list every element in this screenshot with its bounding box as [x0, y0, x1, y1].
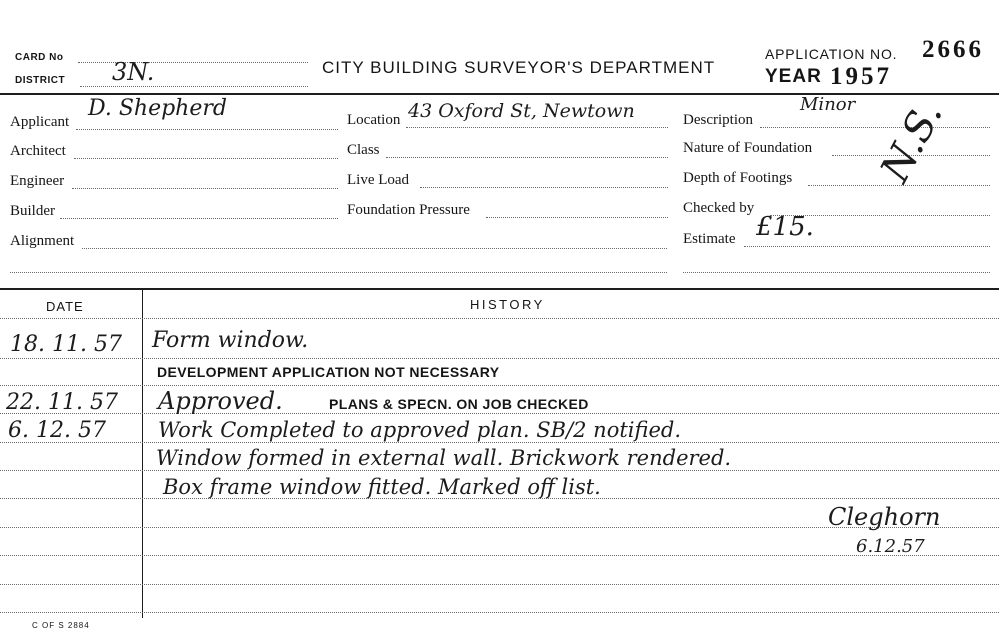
ruled-line [0, 442, 999, 443]
form-code: C OF S 2884 [32, 621, 90, 630]
date-header: DATE [46, 299, 84, 314]
location-label: Location [347, 112, 401, 128]
ruled-line [0, 470, 999, 471]
description-value: Minor [800, 94, 856, 115]
applicant-line [76, 129, 338, 130]
application-no-value: 2666 [922, 36, 984, 63]
history-entry-stamp: PLANS & SPECN. ON JOB CHECKED [329, 396, 589, 412]
live-load-label: Live Load [347, 172, 410, 188]
ruled-line [0, 358, 999, 359]
blank-line-right [683, 272, 990, 273]
location-line [406, 127, 668, 128]
estimate-label: Estimate [683, 231, 736, 247]
history-header-line [0, 318, 999, 319]
estimate-line [744, 246, 990, 247]
history-header: HISTORY [470, 297, 545, 312]
department-title: CITY BUILDING SURVEYOR'S DEPARTMENT [322, 58, 716, 77]
history-entry-text: Box frame window fitted. Marked off list. [163, 475, 601, 499]
foundation-pressure-label: Foundation Pressure [347, 202, 470, 218]
district-label: DISTRICT [15, 75, 66, 86]
card-no-label: CARD No [15, 52, 64, 63]
location-value: 43 Oxford St, Newtown [408, 100, 635, 122]
applicant-value: D. Shepherd [88, 96, 227, 121]
depth-of-footings-label: Depth of Footings [683, 170, 793, 186]
ruled-line [0, 612, 999, 613]
history-entry-date: 18. 11. 57 [10, 332, 122, 357]
class-label: Class [347, 142, 380, 158]
history-top-rule [0, 288, 999, 290]
history-entry-stamp: DEVELOPMENT APPLICATION NOT NECESSARY [157, 364, 500, 380]
description-line [760, 127, 990, 128]
foundation-pressure-line [486, 217, 668, 218]
date-column-divider [142, 290, 143, 618]
history-entry-text: Work Completed to approved plan. SB/2 notified. [158, 418, 682, 442]
history-entry-text: Approved. [158, 387, 283, 415]
builder-line [60, 218, 338, 219]
live-load-line [420, 187, 668, 188]
history-entry-date: 22. 11. 57 [6, 390, 118, 415]
depth-of-footings-line [808, 185, 990, 186]
builder-label: Builder [10, 203, 55, 219]
alignment-label: Alignment [10, 233, 75, 249]
class-line [386, 157, 668, 158]
history-entry-text: Form window. [152, 328, 309, 353]
district-value: 3N. [112, 58, 155, 86]
district-line [80, 86, 308, 87]
application-no-label: APPLICATION NO. [765, 46, 898, 62]
description-label: Description [683, 112, 753, 128]
architect-line [74, 158, 338, 159]
engineer-label: Engineer [10, 173, 65, 189]
ruled-line [0, 555, 999, 556]
architect-label: Architect [10, 143, 66, 159]
blank-line-left [10, 272, 667, 273]
history-entry-text: Window formed in external wall. Brickwork rendered. [156, 446, 732, 470]
margin-note: N.S. [872, 93, 952, 190]
year-value: 1957 [830, 63, 892, 90]
nature-of-foundation-label: Nature of Foundation [683, 140, 813, 156]
ruled-line [0, 385, 999, 386]
alignment-line [82, 248, 667, 249]
ruled-line [0, 413, 999, 414]
signature: Cleghorn [828, 503, 941, 531]
ruled-line [0, 584, 999, 585]
year-label: YEAR [765, 66, 822, 87]
history-entry-date: 6. 12. 57 [8, 418, 106, 443]
engineer-line [72, 188, 338, 189]
estimate-value: £15. [756, 212, 814, 242]
checked-by-label: Checked by [683, 200, 755, 216]
signature-date: 6.12.57 [856, 536, 925, 557]
applicant-label: Applicant [10, 114, 70, 130]
